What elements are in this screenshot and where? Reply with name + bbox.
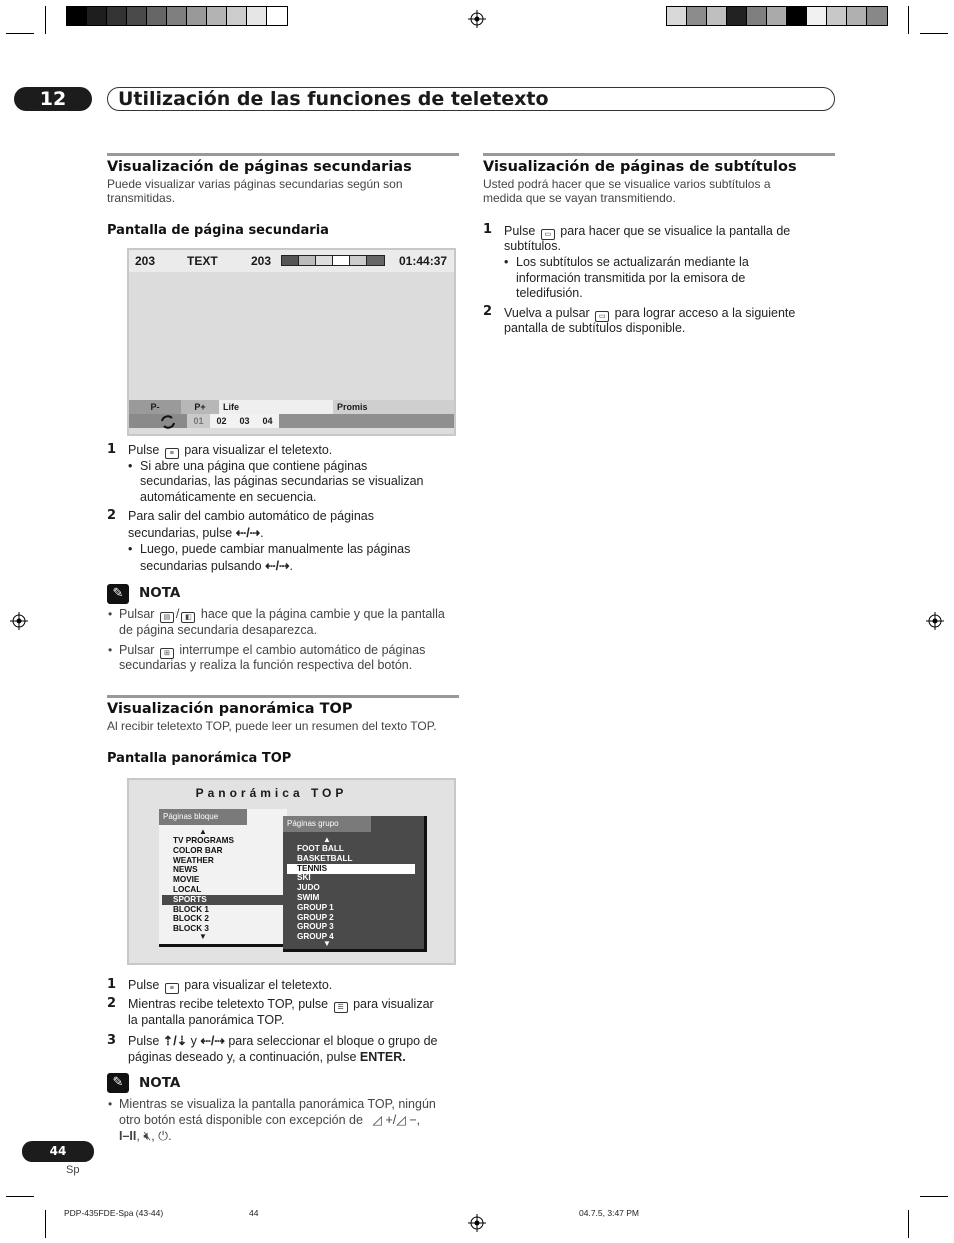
down-arrow-icon[interactable]: ▼ <box>199 932 207 941</box>
color-swatch <box>687 7 707 25</box>
language-code: Sp <box>66 1164 80 1176</box>
page-list-item[interactable]: BLOCK 3 <box>173 924 209 934</box>
subpage-screen <box>127 248 456 436</box>
color-calibration-bar <box>666 6 888 26</box>
step-number: 2 <box>483 304 493 319</box>
reveal-key-icon: ◧ <box>181 612 195 623</box>
section-title: Visualización de páginas de subtítulos <box>483 159 797 175</box>
page-list-item[interactable]: WEATHER <box>173 855 214 865</box>
hold-key-icon: ⊞ <box>160 648 174 659</box>
color-swatch <box>727 7 747 25</box>
color-swatch <box>807 7 827 25</box>
page-list-item[interactable]: JUDO <box>297 883 320 893</box>
left-right-arrow-icon: ⇠/⇢ <box>200 1034 225 1048</box>
color-swatch <box>67 7 87 25</box>
section-rule <box>483 153 835 156</box>
cycle-icon <box>129 415 187 429</box>
step-text: Para salir del cambio automático de páginas <box>128 509 374 523</box>
registration-mark-icon <box>10 612 28 630</box>
up-arrow-icon[interactable]: ▲ <box>199 827 207 836</box>
note-text: I–II, 🔇︎, ⏻. <box>119 1129 172 1143</box>
color-swatch <box>333 256 350 265</box>
group-pages-panel <box>283 816 427 952</box>
section-intro: Al recibir teletexto TOP, puede leer un resumen del texto TOP. <box>107 719 437 733</box>
step-text: secundarias, pulse ⇠/⇢. <box>128 526 264 540</box>
crop-mark <box>920 1196 948 1197</box>
note-label: NOTA <box>139 585 181 601</box>
crop-mark <box>45 6 46 34</box>
block-pages-panel <box>159 809 287 947</box>
note-pencil-icon: ✎ <box>107 584 129 604</box>
step-bullet: Si abre una página que contiene páginas <box>140 459 368 473</box>
color-swatch <box>207 7 227 25</box>
step-bullet: automáticamente en secuencia. <box>140 490 317 504</box>
subpage-cell: 02 <box>210 414 233 428</box>
clock: 01:44:37 <box>399 254 448 268</box>
subpage-key-icon: ▤ <box>160 612 174 623</box>
color-swatch <box>787 7 807 25</box>
crop-mark <box>45 1210 46 1238</box>
step-number: 1 <box>107 442 117 457</box>
bullet-dot: • <box>128 459 133 473</box>
step-text: Vuelva a pulsar ▭ para lograr acceso a la siguiente <box>504 306 796 320</box>
subpage-cell: 04 <box>256 414 279 428</box>
bullet-dot: • <box>504 255 509 269</box>
mute-icon: 🔇︎ <box>143 1129 152 1143</box>
page-list-item[interactable]: TENNIS <box>287 864 415 874</box>
subtitle-key-icon: ▭ <box>541 229 555 240</box>
color-swatch <box>767 7 787 25</box>
page-list-item[interactable]: COLOR BAR <box>173 845 223 855</box>
page-list-item[interactable]: MOVIE <box>173 875 200 885</box>
color-swatch <box>87 7 107 25</box>
teletext-header-row <box>129 250 454 272</box>
step-number: 2 <box>107 508 117 523</box>
section-rule <box>107 153 459 156</box>
up-down-arrow-icon: ⇡/⇣ <box>162 1034 188 1048</box>
panel-header: Páginas bloque <box>159 809 247 825</box>
subpage-filler <box>279 414 454 428</box>
page-list-item[interactable]: GROUP 4 <box>297 932 334 942</box>
volume-down-icon: ◿ − <box>396 1113 417 1127</box>
step-text: Mientras recibe teletexto TOP, pulse ☰ para visualizar <box>128 997 434 1011</box>
step-bullet: Luego, puede cambiar manualmente las páginas <box>140 542 411 556</box>
left-right-arrow-icon: ⇠/⇢ <box>235 526 261 540</box>
panel-header: Páginas grupo <box>283 816 371 832</box>
note-text: de página secundaria desaparezca. <box>119 623 318 637</box>
page-list-item[interactable]: SPORTS <box>162 895 287 905</box>
note-pencil-icon: ✎ <box>107 1073 129 1093</box>
color-swatch <box>667 7 687 25</box>
page-list-item[interactable]: BLOCK 2 <box>173 914 209 924</box>
section-intro: transmitidas. <box>107 191 176 205</box>
color-swatch <box>847 7 867 25</box>
step-number: 1 <box>107 977 117 992</box>
page-number: 203 <box>135 254 156 268</box>
registration-mark-icon <box>468 1214 486 1232</box>
page-list-item[interactable]: BASKETBALL <box>297 853 353 863</box>
page-list-item[interactable]: GROUP 3 <box>297 922 334 932</box>
note-text: Pulsar ▤ / ◧ hace que la página cambie y que la pantalla <box>119 607 445 621</box>
color-swatch <box>167 7 187 25</box>
page-number: 203 <box>251 254 272 268</box>
section-intro: medida que se vayan transmitiendo. <box>483 191 676 205</box>
color-swatch <box>267 7 287 25</box>
note-text: Mientras se visualiza la pantalla panorámica TOP, ningún <box>119 1097 436 1111</box>
page-list-item[interactable]: GROUP 1 <box>297 902 334 912</box>
subpage-indicator <box>129 414 187 428</box>
bullet-dot: • <box>108 1097 113 1111</box>
bullet-dot: • <box>108 607 113 621</box>
fastext-p-plus: P+ <box>181 400 219 414</box>
step-text: subtítulos. <box>504 239 561 253</box>
crop-mark <box>908 1210 909 1238</box>
section-intro: Puede visualizar varias páginas secundarias según son <box>107 177 403 191</box>
registration-mark-icon <box>926 612 944 630</box>
color-swatch <box>367 256 384 265</box>
fastext-life: Life <box>219 400 333 414</box>
step-text: páginas deseado y, a continuación, pulse ENTER. <box>128 1050 406 1064</box>
color-swatch <box>299 256 316 265</box>
page-list-item[interactable]: SWIM <box>297 893 320 902</box>
color-swatch <box>247 7 267 25</box>
page-list-item[interactable]: BLOCK 1 <box>173 904 209 914</box>
step-number: 2 <box>107 996 117 1011</box>
note-text: otro botón está disponible con excepción de ◿ +/◿ −, <box>119 1113 421 1127</box>
section-title: Visualización de páginas secundarias <box>107 159 412 175</box>
fastext-p-minus: P- <box>129 400 181 414</box>
up-arrow-icon[interactable]: ▲ <box>323 835 331 844</box>
crop-mark <box>6 1196 34 1197</box>
color-swatch <box>282 256 299 265</box>
step-text: Pulse ▭ para hacer que se visualice la pantalla de <box>504 224 791 238</box>
power-icon: ⏻ <box>158 1129 169 1143</box>
subtitle-key-icon: ▭ <box>595 311 609 322</box>
step-bullet: información transmitida por la emisora de <box>516 271 746 285</box>
subsection-title: Pantalla de página secundaria <box>107 223 329 238</box>
subpage-cell: 03 <box>233 414 256 428</box>
teletext-key-icon: ≡ <box>165 983 179 994</box>
page-list-item[interactable]: GROUP 2 <box>297 912 334 922</box>
color-swatch <box>350 256 367 265</box>
crop-mark <box>6 33 34 34</box>
color-swatch <box>227 7 247 25</box>
color-bar <box>281 255 385 266</box>
audio-mode-icon: I–II <box>119 1129 137 1143</box>
color-swatch <box>316 256 333 265</box>
color-swatch <box>127 7 147 25</box>
file-page: 44 <box>249 1208 259 1218</box>
crop-mark <box>920 33 948 34</box>
step-number: 3 <box>107 1033 117 1048</box>
step-text: Pulse ⇡/⇣ y ⇠/⇢ para seleccionar el bloque o grupo de <box>128 1034 438 1048</box>
color-swatch <box>707 7 727 25</box>
color-swatch <box>147 7 167 25</box>
page-number-badge: 44 <box>22 1141 94 1162</box>
section-title: Visualización panorámica TOP <box>107 701 353 717</box>
step-text: la pantalla panorámica TOP. <box>128 1013 285 1027</box>
note-text: secundarias y realiza la función respectiva del botón. <box>119 658 413 672</box>
fastext-promis: Promis <box>333 400 454 414</box>
chapter-title: Utilización de las funciones de teletexto <box>107 87 835 111</box>
page-list-item[interactable]: TV PROGRAMS <box>173 836 234 845</box>
bullet-dot: • <box>108 643 113 657</box>
page-list-item[interactable]: NEWS <box>173 865 198 875</box>
mode-label: TEXT <box>187 254 218 268</box>
step-bullet: secundarias, las páginas secundarias se visualizan <box>140 474 424 488</box>
top-overview-screen <box>127 778 456 965</box>
down-arrow-icon[interactable]: ▼ <box>323 939 331 948</box>
step-text: Pulse ≡ para visualizar el teletexto. <box>128 978 333 992</box>
note-text: Pulsar ⊞ interrumpe el cambio automático de páginas <box>119 643 426 657</box>
section-intro: Usted podrá hacer que se visualice varios subtítulos a <box>483 177 771 191</box>
page-list-item[interactable]: SKI <box>297 873 311 883</box>
registration-mark-icon <box>468 10 486 28</box>
note-label: NOTA <box>139 1075 181 1091</box>
section-rule <box>107 695 459 698</box>
chapter-number: 12 <box>14 87 92 111</box>
page-list-item[interactable]: FOOT BALL <box>297 844 344 853</box>
color-calibration-bar <box>66 6 288 26</box>
color-swatch <box>827 7 847 25</box>
page-list-item[interactable]: LOCAL <box>173 885 202 894</box>
subsection-title: Pantalla panorámica TOP <box>107 751 292 766</box>
step-text: Pulse ≡ para visualizar el teletexto. <box>128 443 333 457</box>
teletext-key-icon: ≡ <box>165 448 179 459</box>
volume-up-icon: ◿ + <box>372 1113 393 1127</box>
color-swatch <box>187 7 207 25</box>
color-swatch <box>867 7 887 25</box>
subpage-cell: 01 <box>187 414 210 428</box>
bullet-dot: • <box>128 542 133 556</box>
step-number: 1 <box>483 222 493 237</box>
top-index-key-icon: ☰ <box>334 1002 348 1013</box>
file-name: PDP-435FDE-Spa (43-44) <box>64 1208 164 1218</box>
step-text: pantalla de subtítulos disponible. <box>504 321 686 335</box>
color-swatch <box>747 7 767 25</box>
left-right-arrow-icon: ⇠/⇢ <box>265 559 290 573</box>
color-swatch <box>107 7 127 25</box>
screen-title: Panorámica TOP <box>195 786 348 800</box>
print-stamp: 04.7.5, 3:47 PM <box>579 1208 640 1218</box>
step-bullet: Los subtítulos se actualizarán mediante la <box>516 255 749 269</box>
step-bullet: teledifusión. <box>516 286 583 300</box>
step-bullet: secundarias pulsando ⇠/⇢. <box>140 559 294 573</box>
crop-mark <box>908 6 909 34</box>
